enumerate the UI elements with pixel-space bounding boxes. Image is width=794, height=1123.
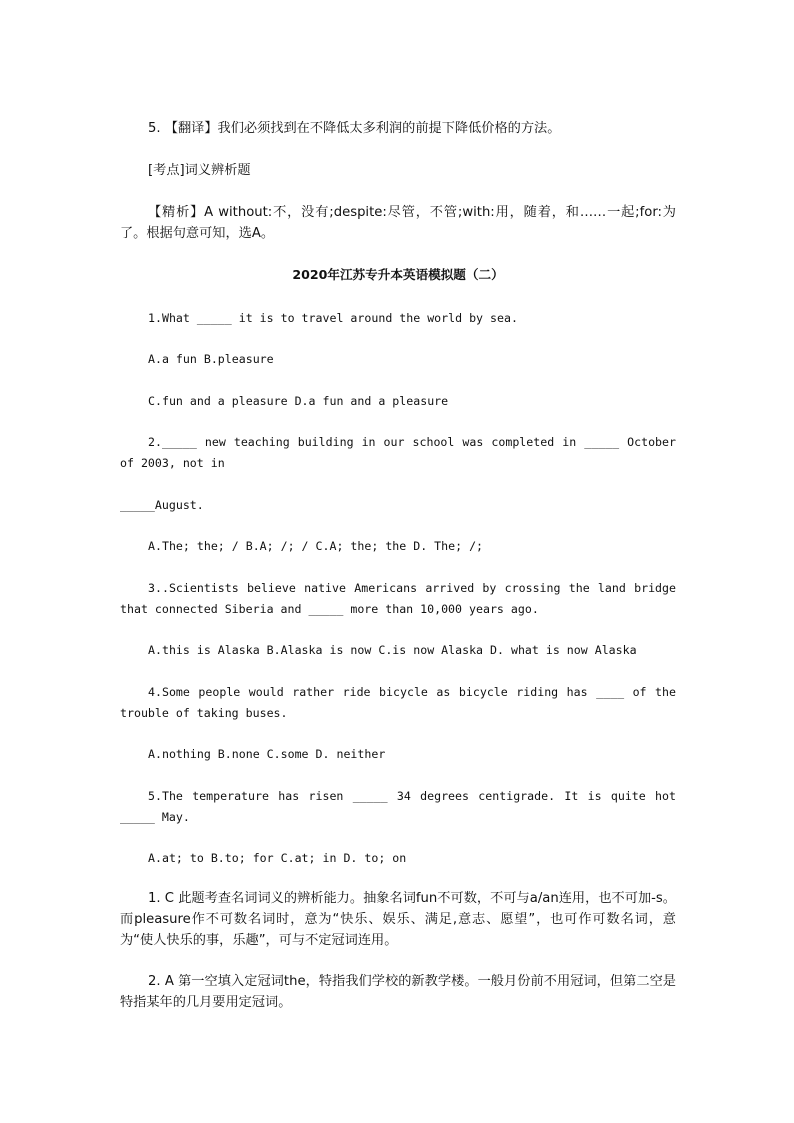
- question-1-options-b: C.fun and a pleasure D.a fun and a pleasure: [148, 394, 449, 408]
- document-title: 2020年江苏专升本英语模拟题（二）: [292, 267, 504, 282]
- question-4-options: A.nothing B.none C.some D. neither: [148, 747, 386, 761]
- question-5-options: A.at; to B.to; for C.at; in D. to; on: [148, 851, 407, 865]
- question-1-options-a: A.a fun B.pleasure: [148, 352, 274, 366]
- answer-2: 2. A 第一空填入定冠词the，特指我们学校的新教学楼。一般月份前不用冠词，但第二空是特指某年的几月要用定冠词。: [120, 974, 676, 1010]
- prev-kaodian: [考点]词义辨析题: [148, 163, 251, 178]
- prev-translation: 5. 【翻译】我们必须找到在不降低太多利润的前提下降低价格的方法。: [148, 121, 561, 136]
- question-2-stem: 2._____ new teaching building in our school was completed in _____ October of 2003, not in: [120, 435, 676, 470]
- answer-1: 1. C 此题考查名词词义的辨析能力。抽象名词fun不可数，不可与a/an连用，也不可加-s。而pleasure作不可数名词时，意为“快乐、娱乐、满足,意志、愿望”，也可作可数名词，意为“使人快乐的事，乐趣”，可与不定冠词连用。: [120, 891, 676, 948]
- question-3-options: A.this is Alaska B.Alaska is now C.is now Alaska D. what is now Alaska: [148, 643, 637, 657]
- question-2-stem-cont: _____August.: [120, 498, 204, 512]
- question-1-stem: 1.What _____ it is to travel around the world by sea.: [148, 311, 518, 325]
- question-4-stem: 4.Some people would rather ride bicycle as bicycle riding has ____ of the trouble of taking buses.: [120, 685, 676, 720]
- prev-analysis: 【精析】A without:不，没有;despite:尽管，不管;with:用，随着，和……一起;for:为了。根据句意可知，选A。: [120, 205, 676, 241]
- question-2-options: A.The; the; / B.A; /; / C.A; the; the D. The; /;: [148, 539, 484, 553]
- question-3-stem: 3..Scientists believe native Americans arrived by crossing the land bridge that connected Siberia and _____ more than 10,000 years ago.: [120, 581, 676, 616]
- question-5-stem: 5.The temperature has risen _____ 34 degrees centigrade. It is quite hot _____ May.: [120, 789, 676, 824]
